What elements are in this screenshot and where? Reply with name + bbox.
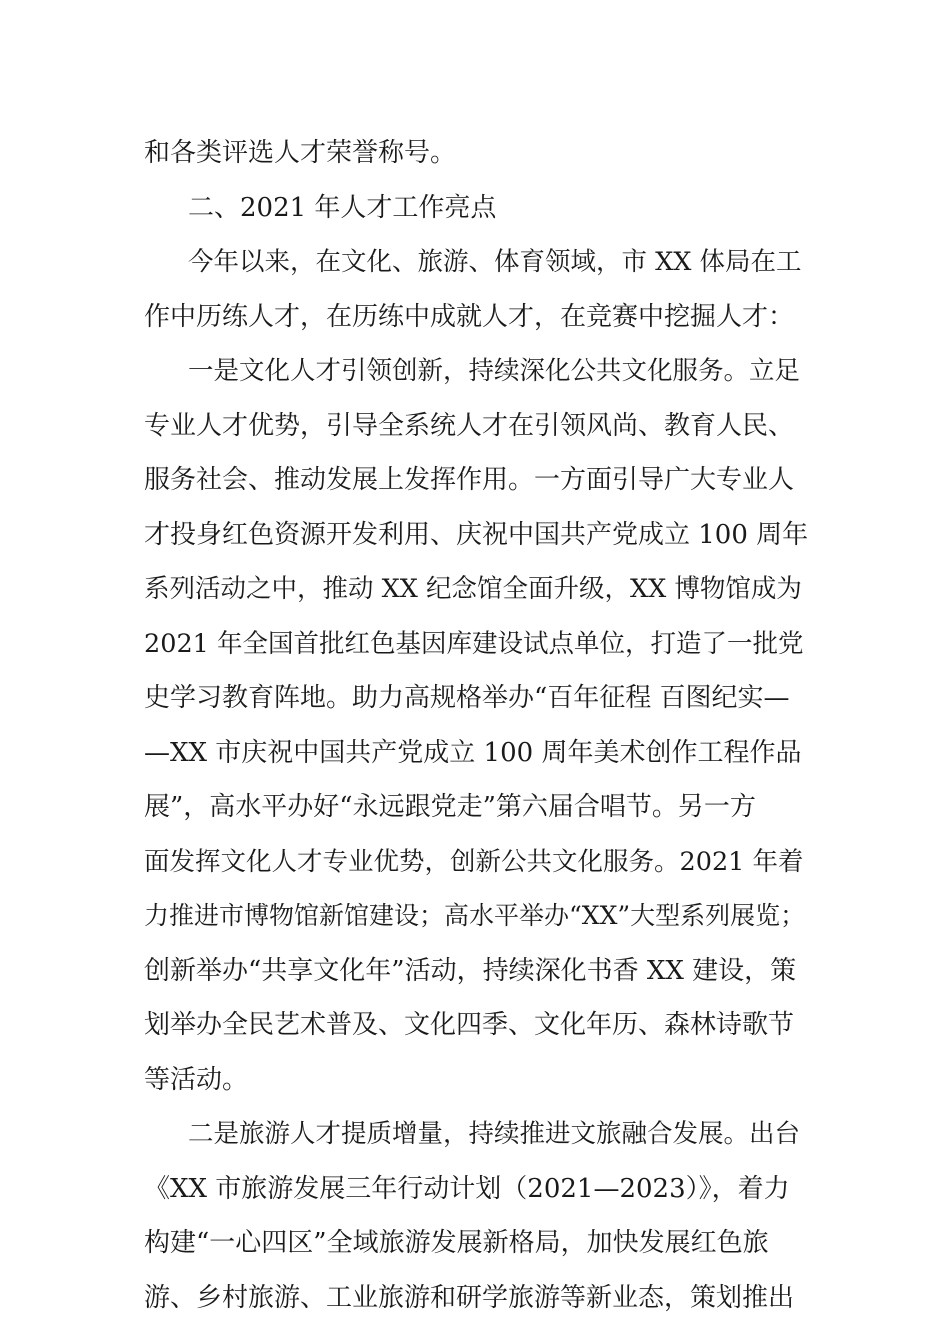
text-line: 《XX 市旅游发展三年行动计划（2021—2023）》，着力	[144, 1173, 790, 1204]
text-line: —XX 市庆祝中国共产党成立 100 周年美术创作工程作品	[144, 737, 802, 768]
text-line: 一是文化人才引领创新，持续深化公共文化服务。立足	[188, 356, 801, 386]
text-line: 划举办全民艺术普及、文化四季、文化年历、森林诗歌节	[144, 1010, 795, 1040]
text-line: 等活动。	[144, 1064, 249, 1095]
text-line: 2021 年全国首批红色基因库建设试点单位，打造了一批党	[144, 628, 804, 659]
section-heading: 二、2021 年人才工作亮点	[188, 192, 497, 223]
text-line: 创新举办“共享文化年”活动，持续深化书香 XX 建设，策	[144, 955, 797, 986]
text-line: 服务社会、推动发展上发挥作用。一方面引导广大专业人	[144, 465, 795, 495]
text-line: 和各类评选人才荣誉称号。	[144, 138, 457, 168]
text-line: 游、乡村旅游、工业旅游和研学旅游等新业态，策划推出	[144, 1282, 795, 1313]
text-line: 史学习教育阵地。助力高规格举办“百年征程 百图纪实—	[144, 683, 790, 713]
text-line: 专业人才优势，引导全系统人才在引领风尚、教育人民、	[144, 410, 795, 441]
text-line: 构建“一心四区”全域旅游发展新格局，加快发展红色旅	[144, 1228, 769, 1258]
text-line: 展”，高水平办好“永远跟党走”第六届合唱节。另一方	[144, 792, 756, 822]
text-line: 才投身红色资源开发利用、庆祝中国共产党成立 100 周年	[144, 519, 809, 550]
text-line: 系列活动之中，推动 XX 纪念馆全面升级，XX 博物馆成为	[144, 574, 802, 604]
text-line: 力推进市博物馆新馆建设；高水平举办“XX”大型系列展览；	[144, 901, 806, 930]
text-line: 作中历练人才，在历练中成就人才，在竞赛中挖掘人才：	[144, 301, 795, 332]
text-line: 面发挥文化人才专业优势，创新公共文化服务。2021 年着	[144, 846, 804, 877]
body-text	[144, 126, 808, 1325]
text-line: 二是旅游人才提质增量，持续推进文旅融合发展。出台	[188, 1119, 801, 1149]
text-line: 今年以来，在文化、旅游、体育领域，市 XX 体局在工	[188, 247, 802, 277]
